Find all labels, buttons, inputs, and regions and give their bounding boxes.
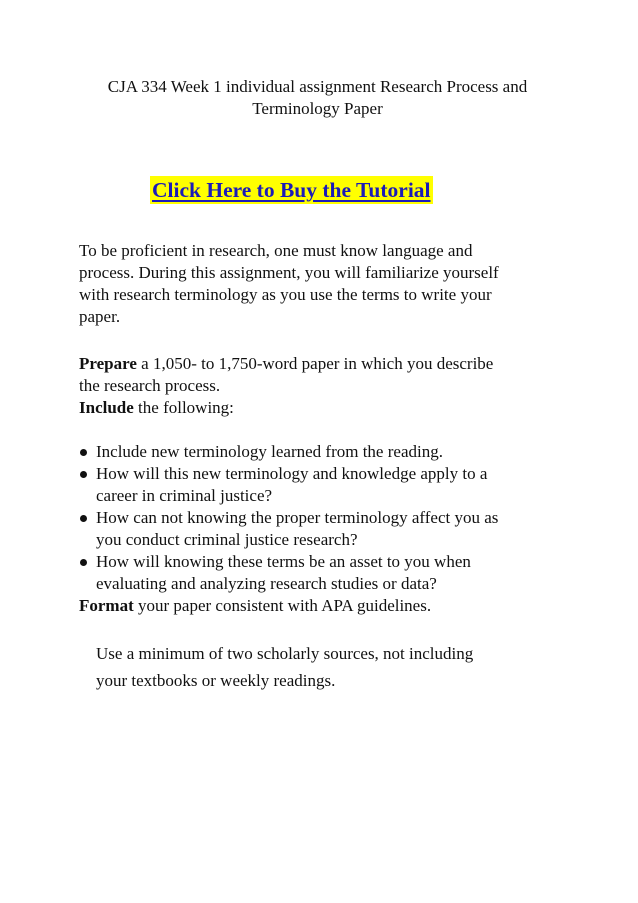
list-item-text: evaluating and analyzing research studies or data? <box>96 574 437 593</box>
buy-tutorial-link[interactable]: Click Here to Buy the Tutorial <box>152 178 431 202</box>
prepare-line-1 <box>79 353 569 375</box>
include-keyword: Include <box>79 398 134 417</box>
include-text: the following: <box>133 398 234 417</box>
bullet-icon <box>80 559 87 566</box>
document-title <box>60 76 575 120</box>
requirements-list <box>79 441 569 595</box>
list-item <box>79 463 569 507</box>
list-item-text: How will knowing these terms be an asset to you when <box>96 552 471 571</box>
list-item <box>79 441 569 463</box>
bullet-icon <box>80 449 87 456</box>
list-item-text: Include new terminology learned from the reading. <box>96 442 443 461</box>
list-item <box>79 507 569 551</box>
prepare-text: a 1,050- to 1,750-word paper in which you describe <box>136 354 494 373</box>
prepare-keyword: Prepare <box>79 354 137 373</box>
sources-line: Use a minimum of two scholarly sources, not including <box>96 644 474 663</box>
prepare-paragraph <box>79 353 569 419</box>
list-item-text: career in criminal justice? <box>96 486 273 505</box>
sources-line: your textbooks or weekly readings. <box>96 671 336 690</box>
bullet-icon <box>80 515 87 522</box>
bullet-icon <box>80 471 87 478</box>
sources-paragraph <box>96 640 576 694</box>
title-line-2: Terminology Paper <box>252 99 383 118</box>
intro-paragraph <box>79 240 569 328</box>
title-line-1: CJA 334 Week 1 individual assignment Research Process and <box>107 77 528 96</box>
list-item-text: you conduct criminal justice research? <box>96 530 358 549</box>
format-text: your paper consistent with APA guidelines. <box>133 596 432 615</box>
format-paragraph <box>79 595 569 617</box>
format-line <box>79 595 569 617</box>
intro-line: paper. <box>79 307 121 326</box>
prepare-line-2: the research process. <box>79 376 221 395</box>
include-line <box>79 397 569 419</box>
list-item-text: How will this new terminology and knowledge apply to a <box>96 464 488 483</box>
list-item <box>79 551 569 595</box>
intro-line: To be proficient in research, one must know language and <box>79 241 473 260</box>
list-item-text: How can not knowing the proper terminology affect you as <box>96 508 499 527</box>
format-keyword: Format <box>79 596 134 615</box>
intro-line: with research terminology as you use the terms to write your <box>79 285 492 304</box>
intro-line: process. During this assignment, you will familiarize yourself <box>79 263 499 282</box>
